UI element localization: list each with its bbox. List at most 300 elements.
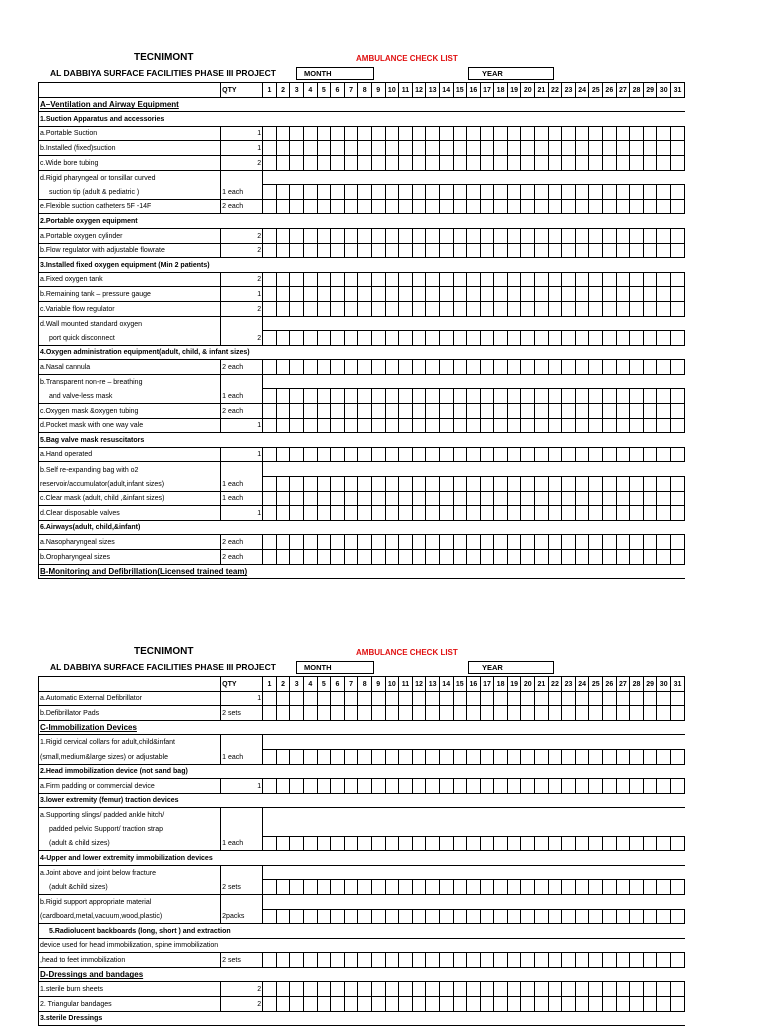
day-check-cell[interactable] [439, 287, 453, 302]
day-check-cell[interactable] [630, 477, 644, 492]
day-check-cell[interactable] [263, 404, 277, 419]
day-check-cell[interactable] [467, 550, 481, 565]
day-check-cell[interactable] [399, 389, 413, 404]
day-check-cell[interactable] [344, 287, 358, 302]
day-check-cell[interactable] [317, 691, 331, 706]
day-check-cell[interactable] [671, 506, 685, 521]
day-check-cell[interactable] [480, 126, 494, 141]
day-check-cell[interactable] [276, 836, 290, 851]
day-check-cell[interactable] [371, 550, 385, 565]
day-check-cell[interactable] [358, 477, 372, 492]
day-check-cell[interactable] [643, 836, 657, 851]
day-check-cell[interactable] [603, 749, 617, 764]
day-check-cell[interactable] [303, 491, 317, 506]
day-check-cell[interactable] [630, 953, 644, 968]
day-check-cell[interactable] [331, 389, 345, 404]
day-check-cell[interactable] [317, 447, 331, 462]
day-check-cell[interactable] [263, 360, 277, 375]
day-check-cell[interactable] [344, 155, 358, 170]
day-check-cell[interactable] [616, 706, 630, 721]
day-check-cell[interactable] [467, 982, 481, 997]
day-check-cell[interactable] [548, 749, 562, 764]
day-check-cell[interactable] [562, 477, 576, 492]
day-check-cell[interactable] [439, 836, 453, 851]
day-check-cell[interactable] [385, 331, 399, 346]
day-check-cell[interactable] [290, 550, 304, 565]
day-check-cell[interactable] [371, 155, 385, 170]
day-check-cell[interactable] [303, 953, 317, 968]
day-check-cell[interactable] [494, 228, 508, 243]
day-check-cell[interactable] [412, 199, 426, 214]
day-check-cell[interactable] [575, 301, 589, 316]
day-check-cell[interactable] [480, 185, 494, 200]
day-check-cell[interactable] [453, 185, 467, 200]
day-check-cell[interactable] [276, 477, 290, 492]
day-check-cell[interactable] [399, 477, 413, 492]
day-check-cell[interactable] [303, 836, 317, 851]
month-field[interactable]: MONTH [296, 661, 374, 674]
day-check-cell[interactable] [494, 953, 508, 968]
day-check-cell[interactable] [426, 243, 440, 258]
day-check-cell[interactable] [467, 404, 481, 419]
day-check-cell[interactable] [630, 272, 644, 287]
day-check-cell[interactable] [467, 749, 481, 764]
day-check-cell[interactable] [399, 447, 413, 462]
day-check-cell[interactable] [439, 228, 453, 243]
day-check-cell[interactable] [630, 997, 644, 1012]
day-check-cell[interactable] [616, 141, 630, 156]
day-check-cell[interactable] [562, 491, 576, 506]
day-check-cell[interactable] [480, 982, 494, 997]
day-check-cell[interactable] [317, 331, 331, 346]
day-check-cell[interactable] [385, 418, 399, 433]
day-check-cell[interactable] [439, 909, 453, 924]
day-check-cell[interactable] [630, 199, 644, 214]
day-check-cell[interactable] [671, 706, 685, 721]
day-check-cell[interactable] [671, 331, 685, 346]
day-check-cell[interactable] [385, 287, 399, 302]
day-check-cell[interactable] [358, 706, 372, 721]
day-check-cell[interactable] [548, 331, 562, 346]
day-check-cell[interactable] [276, 141, 290, 156]
day-check-cell[interactable] [657, 749, 671, 764]
day-check-cell[interactable] [276, 199, 290, 214]
day-check-cell[interactable] [589, 506, 603, 521]
day-check-cell[interactable] [603, 301, 617, 316]
day-check-cell[interactable] [575, 535, 589, 550]
day-check-cell[interactable] [603, 199, 617, 214]
day-check-cell[interactable] [399, 749, 413, 764]
day-check-cell[interactable] [453, 749, 467, 764]
day-check-cell[interactable] [276, 272, 290, 287]
day-check-cell[interactable] [643, 706, 657, 721]
day-check-cell[interactable] [548, 535, 562, 550]
day-check-cell[interactable] [303, 185, 317, 200]
day-check-cell[interactable] [439, 535, 453, 550]
day-check-cell[interactable] [358, 749, 372, 764]
day-check-cell[interactable] [630, 301, 644, 316]
day-check-cell[interactable] [344, 706, 358, 721]
day-check-cell[interactable] [317, 491, 331, 506]
day-check-cell[interactable] [276, 185, 290, 200]
day-check-cell[interactable] [480, 141, 494, 156]
day-check-cell[interactable] [371, 199, 385, 214]
day-check-cell[interactable] [344, 243, 358, 258]
day-check-cell[interactable] [453, 447, 467, 462]
day-check-cell[interactable] [657, 126, 671, 141]
day-check-cell[interactable] [535, 836, 549, 851]
day-check-cell[interactable] [439, 155, 453, 170]
day-check-cell[interactable] [439, 418, 453, 433]
day-check-cell[interactable] [575, 243, 589, 258]
day-check-cell[interactable] [657, 779, 671, 794]
day-check-cell[interactable] [317, 953, 331, 968]
day-check-cell[interactable] [480, 199, 494, 214]
day-check-cell[interactable] [426, 491, 440, 506]
day-check-cell[interactable] [521, 141, 535, 156]
day-check-cell[interactable] [290, 749, 304, 764]
day-check-cell[interactable] [657, 982, 671, 997]
day-check-cell[interactable] [548, 880, 562, 895]
day-check-cell[interactable] [344, 199, 358, 214]
day-check-cell[interactable] [263, 155, 277, 170]
day-check-cell[interactable] [290, 243, 304, 258]
day-check-cell[interactable] [453, 909, 467, 924]
day-check-cell[interactable] [453, 953, 467, 968]
day-check-cell[interactable] [412, 836, 426, 851]
day-check-cell[interactable] [589, 404, 603, 419]
day-check-cell[interactable] [276, 418, 290, 433]
day-check-cell[interactable] [480, 836, 494, 851]
day-check-cell[interactable] [603, 982, 617, 997]
day-check-cell[interactable] [426, 301, 440, 316]
day-check-cell[interactable] [412, 331, 426, 346]
day-check-cell[interactable] [480, 331, 494, 346]
day-check-cell[interactable] [494, 243, 508, 258]
day-check-cell[interactable] [480, 228, 494, 243]
day-check-cell[interactable] [303, 287, 317, 302]
day-check-cell[interactable] [263, 836, 277, 851]
day-check-cell[interactable] [589, 360, 603, 375]
day-check-cell[interactable] [548, 779, 562, 794]
day-check-cell[interactable] [467, 491, 481, 506]
day-check-cell[interactable] [385, 997, 399, 1012]
day-check-cell[interactable] [657, 691, 671, 706]
day-check-cell[interactable] [603, 550, 617, 565]
day-check-cell[interactable] [589, 243, 603, 258]
day-check-cell[interactable] [331, 301, 345, 316]
day-check-cell[interactable] [671, 185, 685, 200]
day-check-cell[interactable] [426, 360, 440, 375]
day-check-cell[interactable] [290, 272, 304, 287]
day-check-cell[interactable] [657, 550, 671, 565]
day-check-cell[interactable] [657, 706, 671, 721]
day-check-cell[interactable] [589, 185, 603, 200]
day-check-cell[interactable] [412, 982, 426, 997]
day-check-cell[interactable] [521, 228, 535, 243]
day-check-cell[interactable] [507, 418, 521, 433]
day-check-cell[interactable] [331, 706, 345, 721]
day-check-cell[interactable] [480, 550, 494, 565]
day-check-cell[interactable] [507, 550, 521, 565]
day-check-cell[interactable] [344, 141, 358, 156]
day-check-cell[interactable] [344, 389, 358, 404]
day-check-cell[interactable] [562, 360, 576, 375]
day-check-cell[interactable] [467, 287, 481, 302]
day-check-cell[interactable] [263, 491, 277, 506]
day-check-cell[interactable] [589, 706, 603, 721]
day-check-cell[interactable] [453, 389, 467, 404]
day-check-cell[interactable] [385, 228, 399, 243]
day-check-cell[interactable] [412, 909, 426, 924]
day-check-cell[interactable] [426, 836, 440, 851]
day-check-cell[interactable] [643, 953, 657, 968]
day-check-cell[interactable] [412, 418, 426, 433]
day-check-cell[interactable] [575, 228, 589, 243]
day-check-cell[interactable] [507, 126, 521, 141]
day-check-cell[interactable] [643, 506, 657, 521]
day-check-cell[interactable] [562, 287, 576, 302]
day-check-cell[interactable] [399, 360, 413, 375]
day-check-cell[interactable] [276, 404, 290, 419]
day-check-cell[interactable] [494, 185, 508, 200]
day-check-cell[interactable] [616, 506, 630, 521]
day-check-cell[interactable] [575, 287, 589, 302]
day-check-cell[interactable] [331, 909, 345, 924]
day-check-cell[interactable] [562, 155, 576, 170]
day-check-cell[interactable] [548, 550, 562, 565]
day-check-cell[interactable] [616, 272, 630, 287]
day-check-cell[interactable] [575, 836, 589, 851]
day-check-cell[interactable] [439, 982, 453, 997]
day-check-cell[interactable] [671, 272, 685, 287]
day-check-cell[interactable] [263, 243, 277, 258]
day-check-cell[interactable] [412, 404, 426, 419]
day-check-cell[interactable] [331, 141, 345, 156]
day-check-cell[interactable] [371, 880, 385, 895]
day-check-cell[interactable] [548, 287, 562, 302]
day-check-cell[interactable] [276, 447, 290, 462]
day-check-cell[interactable] [317, 272, 331, 287]
day-check-cell[interactable] [575, 506, 589, 521]
day-check-cell[interactable] [263, 550, 277, 565]
day-check-cell[interactable] [358, 185, 372, 200]
day-check-cell[interactable] [263, 691, 277, 706]
day-check-cell[interactable] [575, 404, 589, 419]
day-check-cell[interactable] [303, 126, 317, 141]
day-check-cell[interactable] [412, 953, 426, 968]
day-check-cell[interactable] [290, 953, 304, 968]
day-check-cell[interactable] [467, 953, 481, 968]
day-check-cell[interactable] [494, 836, 508, 851]
day-check-cell[interactable] [603, 185, 617, 200]
day-check-cell[interactable] [671, 836, 685, 851]
day-check-cell[interactable] [603, 691, 617, 706]
day-check-cell[interactable] [630, 691, 644, 706]
day-check-cell[interactable] [480, 749, 494, 764]
day-check-cell[interactable] [548, 272, 562, 287]
day-check-cell[interactable] [480, 779, 494, 794]
day-check-cell[interactable] [371, 706, 385, 721]
day-check-cell[interactable] [331, 243, 345, 258]
day-check-cell[interactable] [671, 243, 685, 258]
day-check-cell[interactable] [589, 749, 603, 764]
day-check-cell[interactable] [331, 779, 345, 794]
day-check-cell[interactable] [399, 706, 413, 721]
day-check-cell[interactable] [657, 909, 671, 924]
day-check-cell[interactable] [671, 418, 685, 433]
day-check-cell[interactable] [603, 506, 617, 521]
day-check-cell[interactable] [439, 880, 453, 895]
day-check-cell[interactable] [426, 155, 440, 170]
day-check-cell[interactable] [439, 389, 453, 404]
day-check-cell[interactable] [575, 185, 589, 200]
day-check-cell[interactable] [385, 360, 399, 375]
day-check-cell[interactable] [535, 404, 549, 419]
day-check-cell[interactable] [303, 331, 317, 346]
day-check-cell[interactable] [276, 389, 290, 404]
day-check-cell[interactable] [643, 550, 657, 565]
day-check-cell[interactable] [575, 126, 589, 141]
day-check-cell[interactable] [467, 199, 481, 214]
day-check-cell[interactable] [344, 360, 358, 375]
day-check-cell[interactable] [535, 141, 549, 156]
day-check-cell[interactable] [344, 185, 358, 200]
day-check-cell[interactable] [263, 535, 277, 550]
day-check-cell[interactable] [344, 909, 358, 924]
day-check-cell[interactable] [426, 779, 440, 794]
day-check-cell[interactable] [521, 691, 535, 706]
day-check-cell[interactable] [521, 749, 535, 764]
day-check-cell[interactable] [453, 301, 467, 316]
day-check-cell[interactable] [276, 287, 290, 302]
day-check-cell[interactable] [521, 997, 535, 1012]
day-check-cell[interactable] [562, 953, 576, 968]
day-check-cell[interactable] [467, 997, 481, 1012]
day-check-cell[interactable] [290, 155, 304, 170]
day-check-cell[interactable] [263, 749, 277, 764]
day-check-cell[interactable] [494, 447, 508, 462]
day-check-cell[interactable] [494, 982, 508, 997]
day-check-cell[interactable] [535, 491, 549, 506]
day-check-cell[interactable] [616, 550, 630, 565]
day-check-cell[interactable] [303, 997, 317, 1012]
day-check-cell[interactable] [439, 447, 453, 462]
day-check-cell[interactable] [317, 706, 331, 721]
day-check-cell[interactable] [426, 126, 440, 141]
day-check-cell[interactable] [494, 272, 508, 287]
day-check-cell[interactable] [589, 880, 603, 895]
day-check-cell[interactable] [548, 418, 562, 433]
day-check-cell[interactable] [548, 389, 562, 404]
day-check-cell[interactable] [535, 779, 549, 794]
day-check-cell[interactable] [643, 185, 657, 200]
day-check-cell[interactable] [562, 126, 576, 141]
day-check-cell[interactable] [358, 243, 372, 258]
day-check-cell[interactable] [412, 506, 426, 521]
day-check-cell[interactable] [358, 447, 372, 462]
day-check-cell[interactable] [535, 706, 549, 721]
day-check-cell[interactable] [412, 706, 426, 721]
day-check-cell[interactable] [589, 287, 603, 302]
day-check-cell[interactable] [276, 909, 290, 924]
day-check-cell[interactable] [535, 389, 549, 404]
day-check-cell[interactable] [657, 506, 671, 521]
day-check-cell[interactable] [507, 389, 521, 404]
day-check-cell[interactable] [412, 880, 426, 895]
day-check-cell[interactable] [371, 301, 385, 316]
year-field[interactable]: YEAR [468, 67, 554, 80]
day-check-cell[interactable] [507, 301, 521, 316]
day-check-cell[interactable] [371, 331, 385, 346]
day-check-cell[interactable] [453, 691, 467, 706]
day-check-cell[interactable] [290, 301, 304, 316]
day-check-cell[interactable] [412, 287, 426, 302]
day-check-cell[interactable] [575, 491, 589, 506]
day-check-cell[interactable] [630, 243, 644, 258]
day-check-cell[interactable] [603, 272, 617, 287]
day-check-cell[interactable] [589, 997, 603, 1012]
day-check-cell[interactable] [331, 199, 345, 214]
day-check-cell[interactable] [671, 997, 685, 1012]
day-check-cell[interactable] [535, 155, 549, 170]
day-check-cell[interactable] [453, 997, 467, 1012]
day-check-cell[interactable] [480, 491, 494, 506]
day-check-cell[interactable] [453, 404, 467, 419]
day-check-cell[interactable] [603, 389, 617, 404]
day-check-cell[interactable] [385, 126, 399, 141]
day-check-cell[interactable] [671, 982, 685, 997]
day-check-cell[interactable] [399, 982, 413, 997]
day-check-cell[interactable] [331, 997, 345, 1012]
day-check-cell[interactable] [657, 880, 671, 895]
day-check-cell[interactable] [507, 691, 521, 706]
day-check-cell[interactable] [412, 126, 426, 141]
day-check-cell[interactable] [276, 331, 290, 346]
day-check-cell[interactable] [603, 997, 617, 1012]
day-check-cell[interactable] [467, 185, 481, 200]
day-check-cell[interactable] [589, 491, 603, 506]
day-check-cell[interactable] [616, 691, 630, 706]
day-check-cell[interactable] [575, 550, 589, 565]
day-check-cell[interactable] [317, 535, 331, 550]
day-check-cell[interactable] [507, 779, 521, 794]
day-check-cell[interactable] [575, 272, 589, 287]
day-check-cell[interactable] [344, 982, 358, 997]
day-check-cell[interactable] [399, 418, 413, 433]
day-check-cell[interactable] [263, 779, 277, 794]
day-check-cell[interactable] [589, 389, 603, 404]
day-check-cell[interactable] [467, 477, 481, 492]
day-check-cell[interactable] [426, 506, 440, 521]
day-check-cell[interactable] [480, 691, 494, 706]
day-check-cell[interactable] [671, 491, 685, 506]
day-check-cell[interactable] [399, 199, 413, 214]
day-check-cell[interactable] [399, 550, 413, 565]
day-check-cell[interactable] [385, 185, 399, 200]
day-check-cell[interactable] [521, 550, 535, 565]
day-check-cell[interactable] [344, 691, 358, 706]
day-check-cell[interactable] [412, 691, 426, 706]
day-check-cell[interactable] [317, 506, 331, 521]
day-check-cell[interactable] [630, 228, 644, 243]
day-check-cell[interactable] [467, 141, 481, 156]
day-check-cell[interactable] [412, 550, 426, 565]
day-check-cell[interactable] [589, 126, 603, 141]
day-check-cell[interactable] [467, 272, 481, 287]
day-check-cell[interactable] [630, 880, 644, 895]
day-check-cell[interactable] [671, 199, 685, 214]
